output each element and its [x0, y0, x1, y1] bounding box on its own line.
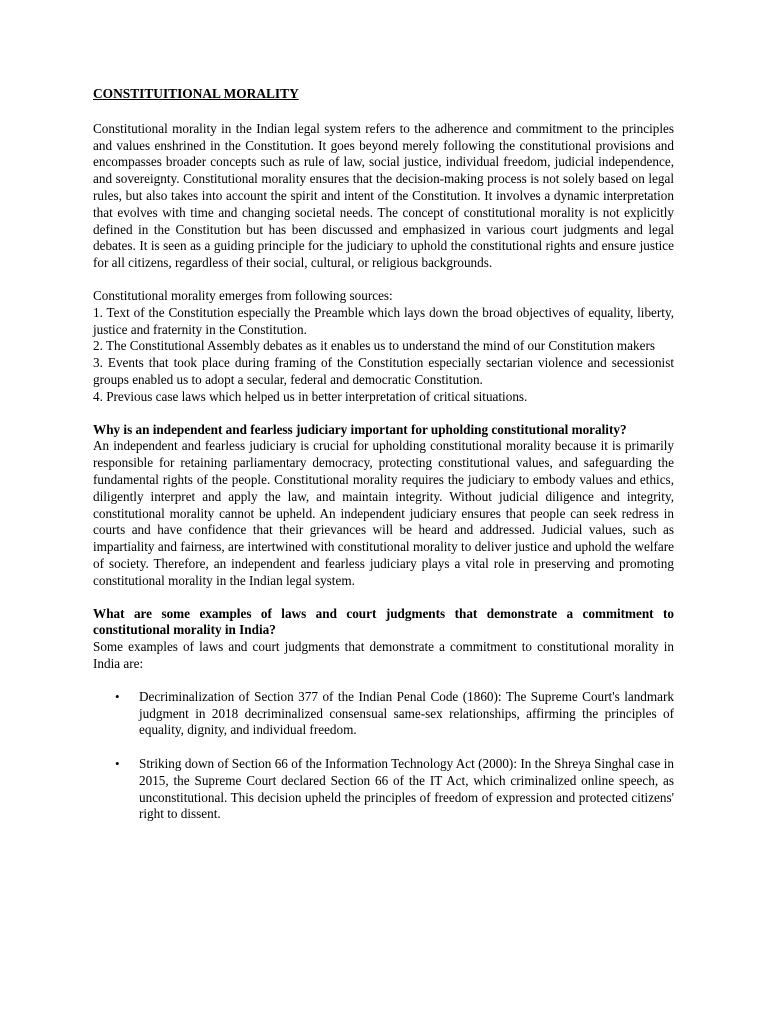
bullet-icon: •: [115, 756, 120, 772]
source-item-2: 2. The Constitutional Assembly debates as it enables us to understand the mind of our Constitution makers: [93, 338, 655, 354]
sources-heading: Constitutional morality emerges from following sources:: [93, 287, 393, 303]
example-text-1: Decriminalization of Section 377 of the Indian Penal Code (1860): The Supreme Court's landmark judgment in 2018 decriminalized consensual same-sex relationships, affirming the principles of equality, dignity, and individual freedom.: [139, 688, 674, 738]
spacer: [93, 673, 674, 689]
spacer: [93, 272, 674, 288]
spacer: [93, 590, 674, 606]
list-item: [93, 756, 674, 823]
spacer: [93, 406, 674, 422]
examples-list: [93, 689, 674, 824]
document-title: CONSTITUITIONAL MORALITY: [93, 86, 299, 101]
source-item-3: 3. Events that took place during framing of the Constitution especially sectarian violence and secessionist groups enabled us to adopt a secular, federal and democratic Constitution.: [93, 355, 674, 387]
example-text-2: Striking down of Section 66 of the Information Technology Act (2000): In the Shreya Singhal case in 2015, the Supreme Court declared Section 66 of the IT Act, which criminalized online speech, as unconstitutional. This decision upheld the principles of freedom of expression and protected citizens' right to dissent.: [139, 756, 674, 822]
list-item: [93, 689, 674, 739]
question-heading-1: Why is an independent and fearless judiciary important for upholding constitutional morality?: [93, 421, 627, 437]
source-item-1: 1. Text of the Constitution especially the Preamble which lays down the broad objectives of equality, liberty, justice and fraternity in the Constitution.: [93, 304, 674, 337]
source-item-4: 4. Previous case laws which helped us in better interpretation of critical situations.: [93, 388, 528, 404]
document-page: [93, 86, 674, 840]
question-heading-2: What are some examples of laws and court judgments that demonstrate a commitment to constitutional morality in India?: [93, 605, 674, 638]
intro-paragraph: Constitutional morality in the Indian legal system refers to the adherence and commitment to the principles and values enshrined in the Constitution. It goes beyond merely following the constitutional provisions and encompasses broader concepts such as rule of law, social justice, individual freedom, judicial independence, and sovereignty. Constitutional morality ensures that the decision-making process is not solely based on legal rules, but also takes into account the spirit and intent of the Constitution. It involves a dynamic interpretation that evolves with time and changing societal needs. The concept of constitutional morality is not explicitly defined in the Constitution but has been discussed and emphasized in various court judgments and legal debates. It is seen as a guiding principle for the judiciary to uphold the constitutional rights and ensure justice for all citizens, regardless of their social, cultural, or religious backgrounds.: [93, 120, 674, 271]
bullet-icon: •: [115, 688, 120, 704]
answer-intro-2: Some examples of laws and court judgments that demonstrate a commitment to constitutional morality in India are:: [93, 639, 674, 671]
answer-paragraph-1: An independent and fearless judiciary is crucial for upholding constitutional morality because it is primarily responsible for retaining parliamentary democracy, protecting constitutional values, and safeguarding the fundamental rights of the people. Constitutional morality requires the judiciary to embody values and ethics, diligently interpret and apply the law, and maintain integrity. Without judicial diligence and integrity, constitutional morality cannot be upheld. An independent judiciary ensures that people can seek redress in courts and have confidence that their grievances will be heard and addressed. Judicial values, such as impartiality and fairness, are intertwined with constitutional morality to deliver justice and uphold the welfare of society. Therefore, an independent and fearless judiciary plays a vital role in preserving and promoting constitutional morality in the Indian legal system.: [93, 438, 674, 588]
